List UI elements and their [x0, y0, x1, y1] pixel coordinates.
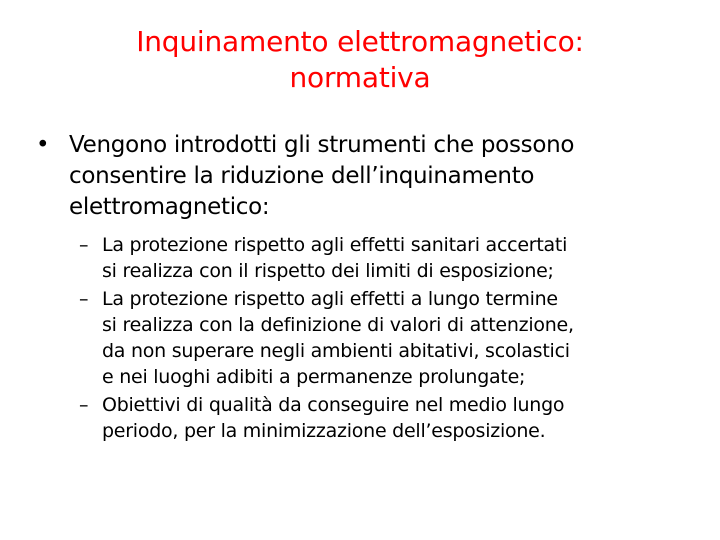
sub-bullet-marker: –	[79, 394, 89, 416]
sub-bullet-line: La protezione rispetto agli effetti sanitari accertati	[102, 234, 568, 256]
sub-bullet-marker: –	[79, 288, 89, 310]
bullet-line: Vengono introdotti gli strumenti che possono	[69, 132, 575, 158]
slide-title	[40, 24, 680, 96]
sub-bullet-line: Obiettivi di qualità da conseguire nel medio lungo	[102, 394, 565, 416]
bullet-line: consentire la riduzione dell’inquinamento	[69, 163, 535, 189]
bullet-marker: •	[36, 132, 50, 158]
slide-body	[36, 130, 700, 446]
sub-bullet-item	[79, 286, 700, 390]
bullet-item	[36, 130, 700, 223]
sub-bullet-item	[79, 392, 700, 444]
sub-bullet-line: periodo, per la minimizzazione dell’esposizione.	[102, 420, 546, 442]
title-line-1: Inquinamento elettromagnetico:	[136, 25, 584, 58]
title-line-2: normativa	[289, 61, 431, 94]
sub-bullet-line: e nei luoghi adibiti a permanenze prolungate;	[102, 366, 526, 388]
sub-bullet-line: si realizza con la definizione di valori di attenzione,	[102, 314, 574, 336]
sub-bullet-item	[79, 232, 700, 284]
bullet-line: elettromagnetico:	[69, 194, 270, 220]
sub-bullet-line: si realizza con il rispetto dei limiti di esposizione;	[102, 260, 554, 282]
sub-bullet-marker: –	[79, 234, 89, 256]
sub-bullet-list	[36, 232, 700, 444]
sub-bullet-line: da non superare negli ambienti abitativi, scolastici	[102, 340, 570, 362]
sub-bullet-line: La protezione rispetto agli effetti a lungo termine	[102, 288, 558, 310]
